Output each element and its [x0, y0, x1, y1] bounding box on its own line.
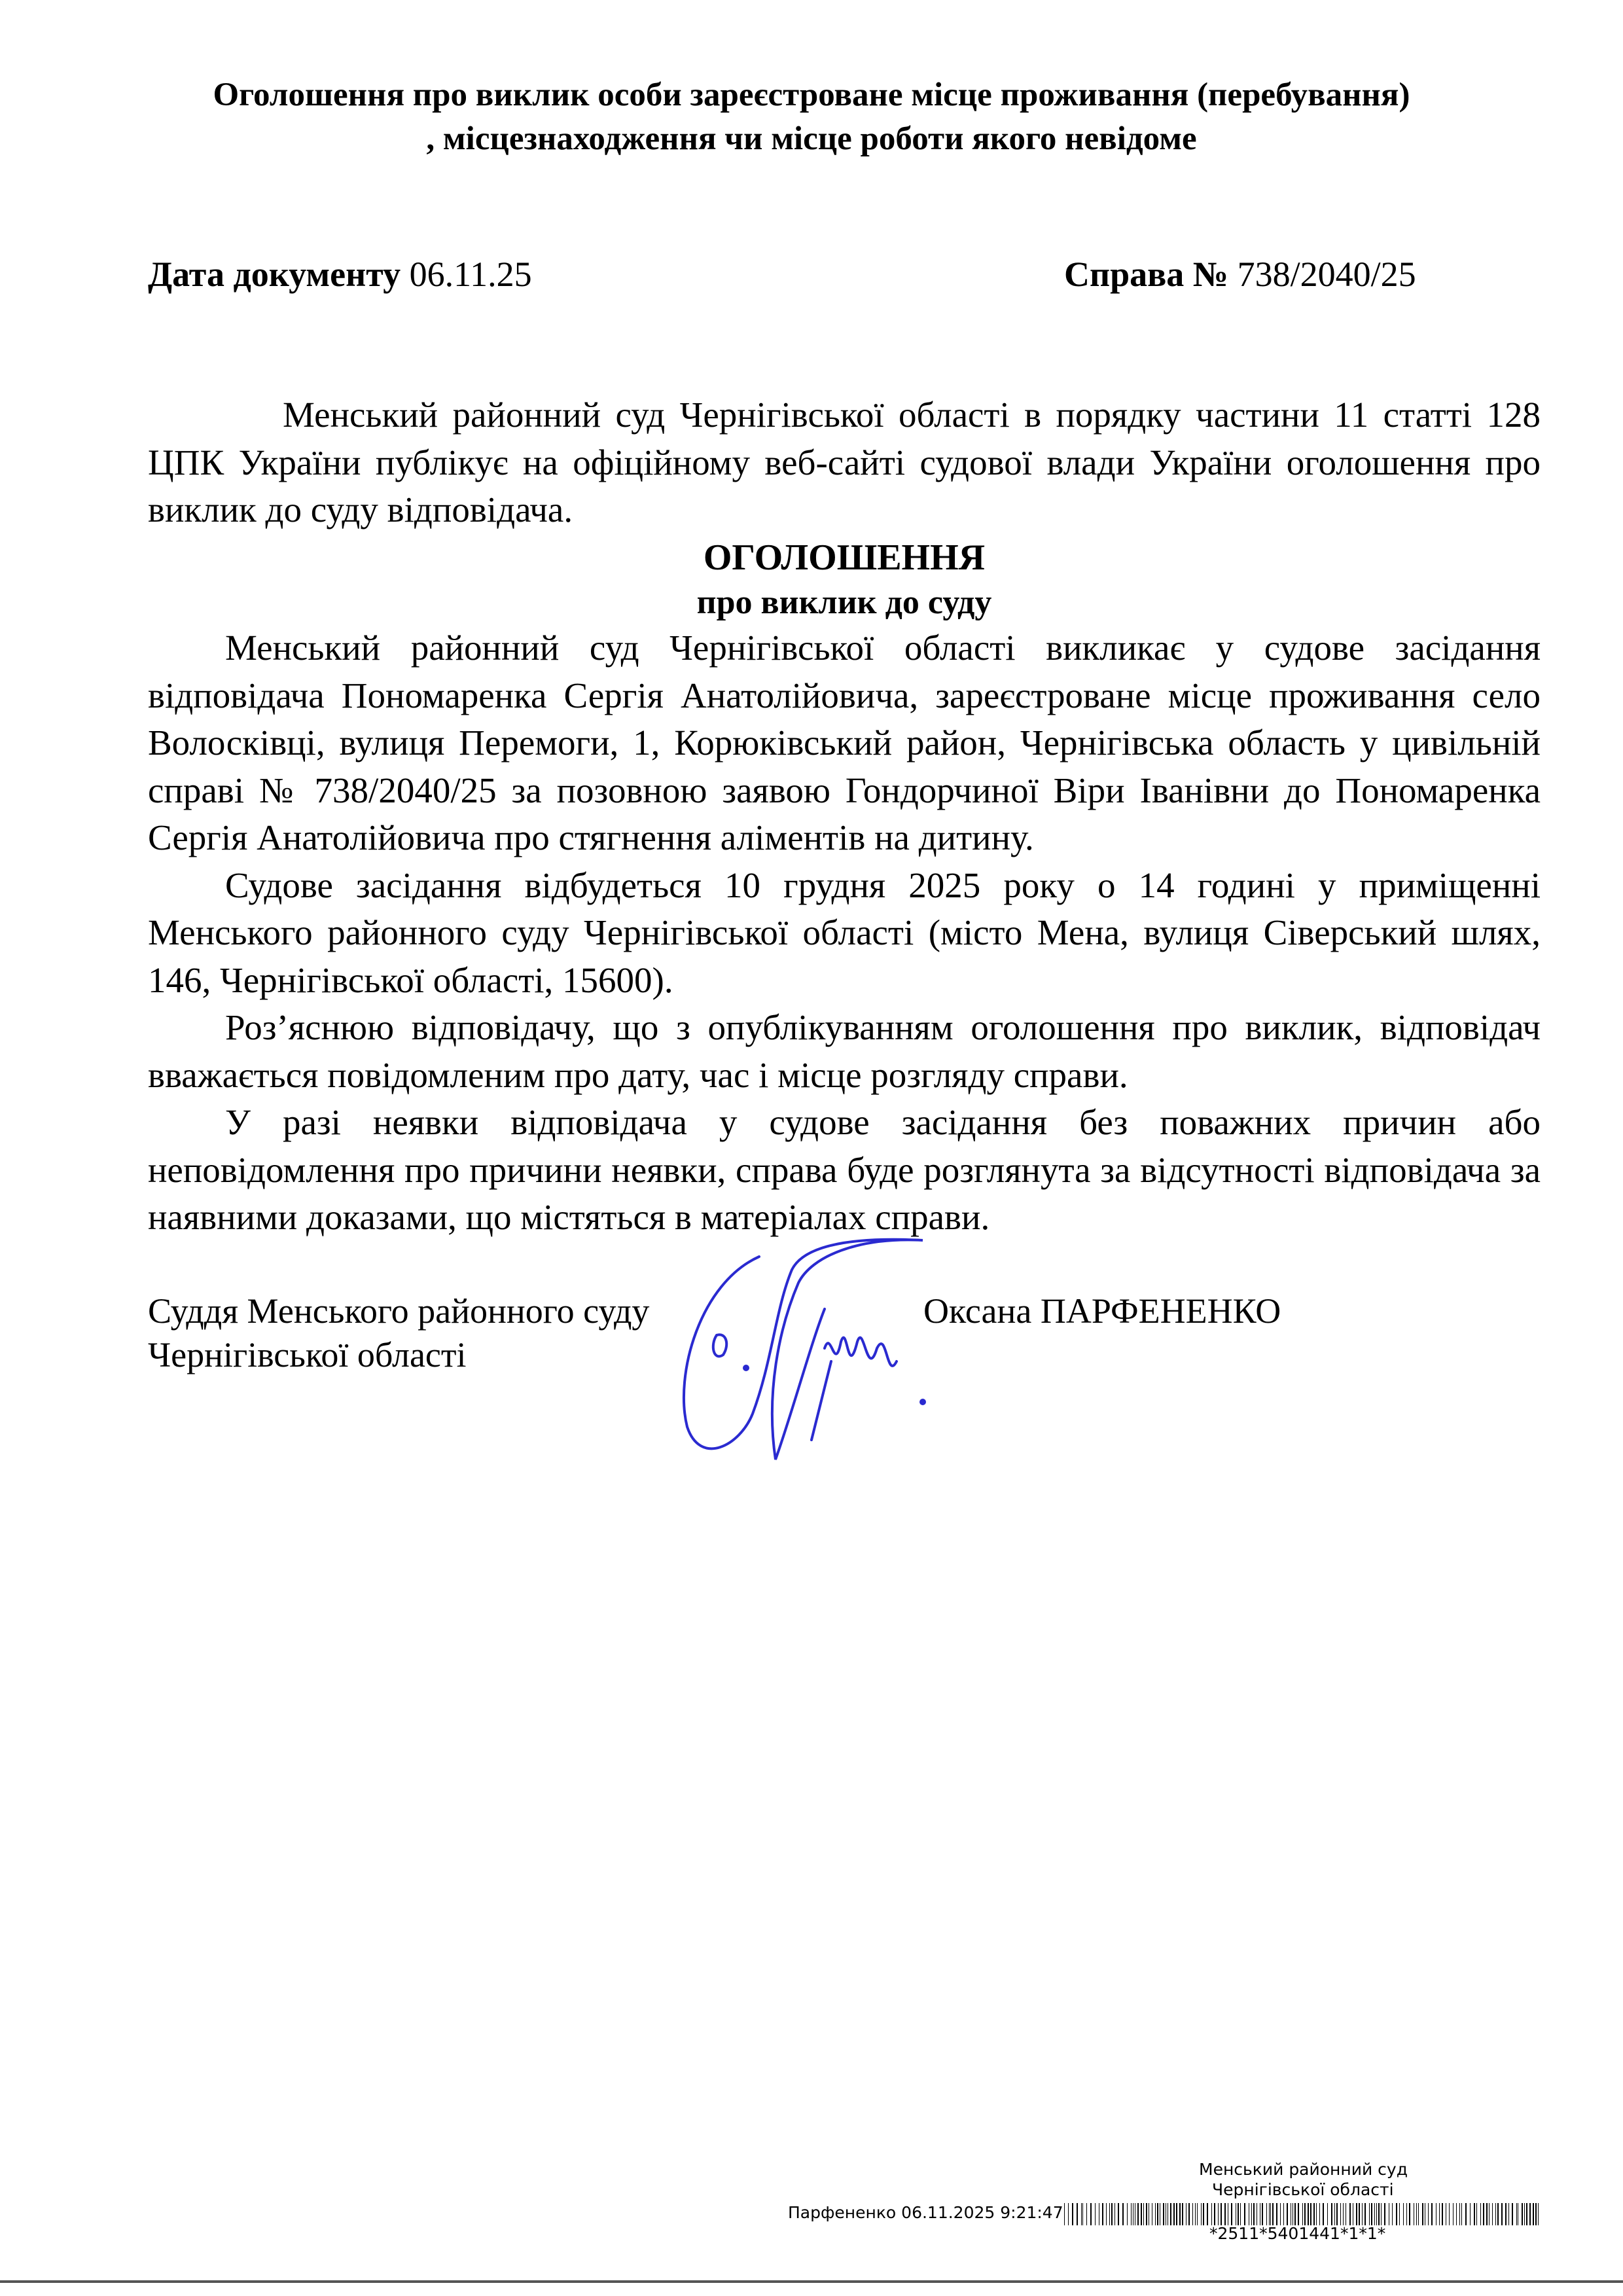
- notice-paragraph: Менський районний суд Чернігівської області викликає у судове засідання відповідача Пономаренка Сергія Анатолійовича, зареєстроване місце проживання село Волосківці, вулиця Перемоги, 1, Корюківський район, Чернігівська область у цивільній справі № 738/2040/25 за позовною заявою Гондорчиної Віри Іванівни до Пономаренка Сергія Анатолійовича про стягнення аліментів на дитину.: [148, 628, 1541, 857]
- signer-timestamp: Парфененко 06.11.2025 9:21:47: [788, 2203, 1063, 2222]
- date-value: 06.11.25: [409, 255, 532, 294]
- barcode-bar: [1409, 2203, 1410, 2225]
- judge-position-line-2: Чернігівської області: [148, 1335, 467, 1374]
- barcode-text: *2511*5401441*1*1*: [1209, 2224, 1386, 2243]
- barcode-bar: [1179, 2203, 1181, 2225]
- barcode-bar: [1118, 2203, 1119, 2225]
- barcode-bar: [1192, 2203, 1193, 2225]
- barcode-bar: [1302, 2203, 1303, 2225]
- case-number: [1064, 254, 1416, 295]
- barcode-bar: [1197, 2203, 1198, 2225]
- document-body: [148, 391, 1541, 1242]
- barcode-bar: [1201, 2203, 1202, 2225]
- barcode-bar: [1218, 2203, 1219, 2225]
- barcode-bar: [1068, 2203, 1069, 2225]
- barcode-bar: [1231, 2203, 1232, 2225]
- barcode-bar: [1497, 2203, 1499, 2225]
- barcode-bar: [1480, 2203, 1481, 2225]
- notice-paragraph: Судове засідання відбудеться 10 грудня 2025 року о 14 годині у приміщенні Менського районного суду Чернігівської області (місто Мена, вулиця Сіверський шлях, 146, Чернігівської області, 15600).: [148, 865, 1541, 1000]
- barcode-bar: [1203, 2203, 1204, 2225]
- barcode-bar: [1072, 2203, 1073, 2225]
- barcode-bar: [1131, 2203, 1132, 2225]
- barcode-bar: [1501, 2203, 1503, 2225]
- date-label: Дата документу: [148, 255, 401, 294]
- barcode-bar: [1310, 2203, 1311, 2225]
- barcode-bar: [1109, 2203, 1110, 2225]
- barcode-bar: [1508, 2203, 1509, 2225]
- notice-paragraph: Роз’яснюю відповідачу, що з опублікуванням оголошення про виклик, відповідач вважається повідомленим про дату, час і місце розгляду справи.: [148, 1007, 1541, 1095]
- barcode-bar: [1262, 2203, 1263, 2225]
- barcode-bar: [1538, 2203, 1539, 2225]
- barcode-bar: [1416, 2203, 1417, 2225]
- barcode-bar: [1294, 2203, 1296, 2225]
- barcode-bar: [1456, 2203, 1457, 2225]
- barcode-bar: [1483, 2203, 1484, 2225]
- barcode-bar: [1369, 2203, 1370, 2225]
- barcode-bar: [1106, 2203, 1107, 2225]
- barcode-bar: [1399, 2203, 1400, 2225]
- barcode-bar: [1244, 2203, 1245, 2225]
- barcode-bar: [1384, 2203, 1385, 2225]
- barcode-bar: [1371, 2203, 1372, 2225]
- barcode-bar: [1188, 2203, 1190, 2225]
- barcode-bar: [1195, 2203, 1196, 2225]
- barcode-bar: [1522, 2203, 1523, 2225]
- barcode-bar: [1449, 2203, 1450, 2225]
- barcode-bar: [1524, 2203, 1525, 2225]
- barcode-bar: [1173, 2203, 1175, 2225]
- case-value: 738/2040/25: [1237, 255, 1416, 294]
- barcode-bar: [1334, 2203, 1335, 2225]
- court-stamp-line-2: Чернігівської області: [1212, 2180, 1394, 2199]
- barcode-bar: [1102, 2203, 1103, 2225]
- barcode-bar: [1155, 2203, 1156, 2225]
- barcode-bar: [1240, 2203, 1241, 2225]
- barcode-bar: [1163, 2203, 1164, 2225]
- barcode-bar: [1137, 2203, 1139, 2225]
- barcode-bar: [1270, 2203, 1271, 2225]
- barcode-bar: [1276, 2203, 1277, 2225]
- barcode-bar: [1082, 2203, 1083, 2225]
- barcode-bar: [1081, 2203, 1082, 2225]
- barcode-bar: [1336, 2203, 1338, 2225]
- case-label: Справа №: [1064, 255, 1229, 294]
- barcode-bar: [1470, 2203, 1471, 2225]
- barcode-bar: [1077, 2203, 1078, 2225]
- barcode-bar: [1331, 2203, 1332, 2225]
- barcode-bar: [1253, 2203, 1255, 2225]
- barcode-bar: [1111, 2203, 1113, 2225]
- barcode-bar: [1392, 2203, 1393, 2225]
- barcode-bar: [1356, 2203, 1357, 2225]
- page-bottom-edge: [0, 2280, 1623, 2283]
- barcode-bar: [1340, 2203, 1341, 2225]
- intro-paragraph: Менський районний суд Чернігівської області в порядку частини 11 статті 128 ЦПК України публікує на офіційному веб-сайті судової влади України оголошення про виклик до суду відповідача.: [148, 395, 1541, 529]
- barcode-bar: [1431, 2203, 1433, 2225]
- barcode-bar: [1313, 2203, 1315, 2225]
- barcode-bar: [1343, 2203, 1344, 2225]
- barcode-bar: [1280, 2203, 1281, 2225]
- notice-heading: ОГОЛОШЕННЯ: [703, 537, 986, 578]
- judge-position: [148, 1289, 649, 1377]
- barcode-bar: [1283, 2203, 1284, 2225]
- handwritten-signature: [661, 1230, 975, 1492]
- barcode-bar: [1474, 2203, 1475, 2225]
- barcode-bar: [1304, 2203, 1306, 2225]
- barcode-bar: [1418, 2203, 1419, 2225]
- barcode-bar: [1486, 2203, 1488, 2225]
- barcode-bar: [1214, 2203, 1215, 2225]
- barcode-bar: [1495, 2203, 1496, 2225]
- barcode-bar: [1461, 2203, 1462, 2225]
- barcode-bar: [1170, 2203, 1171, 2225]
- document-date: [148, 254, 532, 295]
- barcode-bar: [1266, 2203, 1267, 2225]
- barcode-bar: [1526, 2203, 1527, 2225]
- barcode-bar: [1308, 2203, 1309, 2225]
- barcode-bar: [1439, 2203, 1440, 2225]
- barcode-bar: [1378, 2203, 1380, 2225]
- barcode-bar: [1516, 2203, 1517, 2225]
- barcode-bar: [1465, 2203, 1467, 2225]
- barcode-bar: [1529, 2203, 1531, 2225]
- barcode-bar: [1323, 2203, 1324, 2225]
- barcode-bar: [1238, 2203, 1239, 2225]
- barcode-bar: [1364, 2203, 1366, 2225]
- barcode-bar: [1459, 2203, 1460, 2225]
- barcode-bar: [1362, 2203, 1363, 2225]
- barcode-bar: [1122, 2203, 1124, 2225]
- barcode-bar: [1090, 2203, 1092, 2225]
- court-stamp-line-1: Менський районний суд: [1199, 2160, 1408, 2179]
- barcode-bar: [1376, 2203, 1377, 2225]
- title-line-1: Оголошення про виклик особи зареєстроване місце проживання (перебування): [213, 77, 1410, 113]
- barcode-bar: [1287, 2203, 1288, 2225]
- barcode-bar: [1428, 2203, 1429, 2225]
- barcode-bar: [1442, 2203, 1443, 2225]
- barcode-bar: [1381, 2203, 1382, 2225]
- barcode-bar: [1157, 2203, 1158, 2225]
- barcode-bar: [1143, 2203, 1144, 2225]
- barcode-bar: [1422, 2203, 1423, 2225]
- barcode-bar: [1269, 2203, 1270, 2225]
- barcode-bar: [1316, 2203, 1317, 2225]
- barcode-bar: [1141, 2203, 1142, 2225]
- barcode-bar: [1396, 2203, 1397, 2225]
- barcode-bar: [1319, 2203, 1320, 2225]
- barcode-bar: [1492, 2203, 1493, 2225]
- barcode-bar: [1349, 2203, 1351, 2225]
- barcode-bar: [1533, 2203, 1534, 2225]
- barcode-bar: [1272, 2203, 1274, 2225]
- barcode: [1064, 2203, 1541, 2225]
- barcode-bar: [1476, 2203, 1477, 2225]
- judge-name: Оксана ПАРФЕНЕНКО: [923, 1291, 1281, 1331]
- barcode-bar: [1086, 2203, 1087, 2225]
- barcode-bar: [1535, 2203, 1537, 2225]
- barcode-bar: [1176, 2203, 1177, 2225]
- title-line-2: , місцезнаходження чи місце роботи якого невідоме: [426, 120, 1197, 157]
- barcode-bar: [1182, 2203, 1183, 2225]
- barcode-bar: [1403, 2203, 1404, 2225]
- barcode-bar: [1406, 2203, 1407, 2225]
- notice-paragraph: У разі неявки відповідача у судове засідання без поважних причин або неповідомлення про причини неявки, справа буде розглянута за відсутності відповідача за наявними доказами, що містяться в матеріалах справи.: [148, 1102, 1541, 1237]
- barcode-bar: [1359, 2203, 1360, 2225]
- document-title: [0, 73, 1623, 161]
- barcode-bar: [1211, 2203, 1212, 2225]
- barcode-bar: [1064, 2203, 1065, 2225]
- barcode-bar: [1505, 2203, 1507, 2225]
- barcode-bar: [1207, 2203, 1208, 2225]
- barcode-bar: [1127, 2203, 1128, 2225]
- barcode-bar: [1095, 2203, 1096, 2225]
- barcode-bar: [1251, 2203, 1252, 2225]
- barcode-bar: [1298, 2203, 1299, 2225]
- notice-subheading: про виклик до суду: [696, 584, 992, 621]
- barcode-bar: [1146, 2203, 1147, 2225]
- barcode-bar: [1221, 2203, 1222, 2225]
- judge-position-line-1: Суддя Менського районного суду: [148, 1291, 650, 1331]
- barcode-bar: [1374, 2203, 1375, 2225]
- barcode-bar: [1224, 2203, 1226, 2225]
- barcode-bar: [1453, 2203, 1454, 2225]
- barcode-bar: [1327, 2203, 1328, 2225]
- barcode-bar: [1512, 2203, 1513, 2225]
